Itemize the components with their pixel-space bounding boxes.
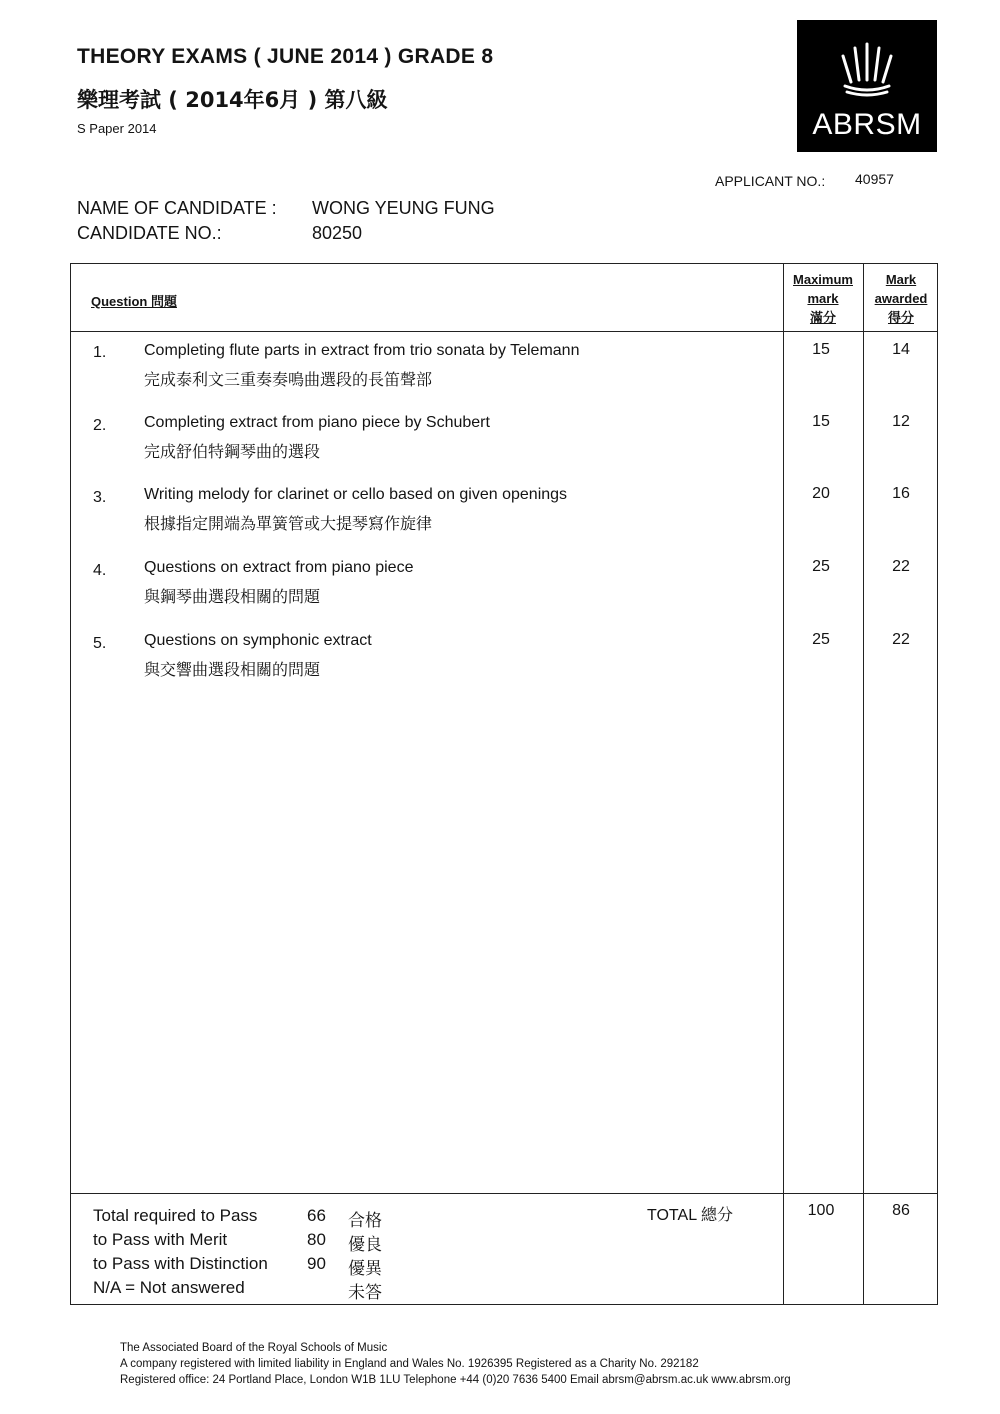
question-column-header: Question 問題	[91, 294, 177, 309]
not-answered-note: N/A = Not answered	[93, 1278, 245, 1297]
abrsm-logo	[797, 20, 937, 152]
applicant-no-label: APPLICANT NO.:	[715, 173, 826, 189]
candidate-number-label: CANDIDATE NO.:	[77, 223, 222, 243]
maximum-mark-header: Maximum mark 滿分	[793, 272, 853, 325]
maximum-mark: 15	[812, 413, 830, 430]
question-title: Questions on extract from piano piece	[144, 559, 414, 576]
question-title-chinese: 根據指定開端為單簧管或大提琴寫作旋律	[144, 514, 433, 533]
question-number: 5.	[93, 635, 107, 652]
question-title-chinese: 完成泰利文三重奏奏鳴曲選段的長笛聲部	[144, 370, 433, 389]
marks-table	[70, 263, 938, 1305]
exam-title-chinese: 樂理考試 ( 2014年6月 ) 第八級	[77, 88, 388, 112]
question-title-chinese: 完成舒伯特鋼琴曲的選段	[144, 442, 321, 461]
mark-awarded: 14	[892, 341, 910, 358]
totals-divider	[71, 1193, 937, 1194]
mark-awarded: 16	[892, 485, 910, 502]
total-label: TOTAL 總分	[647, 1207, 733, 1224]
question-title: Questions on symphonic extract	[144, 632, 372, 649]
paper-code: S Paper 2014	[77, 121, 157, 136]
pass-threshold-mark: 66	[307, 1206, 326, 1225]
distinction-threshold-chinese: 優異	[348, 1259, 382, 1279]
not-answered-chinese: 未答	[348, 1283, 382, 1303]
distinction-threshold-label: to Pass with Distinction	[93, 1254, 268, 1273]
merit-threshold-mark: 80	[307, 1230, 326, 1249]
question-number: 3.	[93, 489, 107, 506]
merit-threshold-chinese: 優良	[348, 1235, 382, 1255]
merit-threshold-label: to Pass with Merit	[93, 1230, 228, 1249]
header-divider	[71, 331, 937, 332]
footer-contact: Registered office: 24 Portland Place, London W1B 1LU Telephone +44 (0)20 7636 5400 Email abrsm@abrsm.ac.uk www.abrsm.org	[120, 1374, 791, 1386]
footer-organisation: The Associated Board of the Royal Schools of Music	[120, 1342, 388, 1354]
distinction-threshold-mark: 90	[307, 1254, 326, 1273]
total-mark-awarded: 86	[892, 1202, 910, 1219]
exam-title: THEORY EXAMS ( JUNE 2014 ) GRADE 8	[77, 45, 494, 68]
question-title: Completing flute parts in extract from trio sonata by Telemann	[144, 342, 580, 359]
crown-icon	[837, 42, 897, 98]
mark-awarded: 22	[892, 631, 910, 648]
question-title: Completing extract from piano piece by Schubert	[144, 414, 490, 431]
pass-threshold-chinese: 合格	[348, 1211, 382, 1231]
footer-registration: A company registered with limited liability in England and Wales No. 1926395 Registered as a Charity No. 292182	[120, 1358, 699, 1370]
question-number: 1.	[93, 344, 107, 361]
applicant-no-value: 40957	[855, 171, 894, 187]
logo-wordmark: ABRSM	[812, 108, 922, 141]
question-number: 4.	[93, 562, 107, 579]
mark-awarded: 12	[892, 413, 910, 430]
pass-threshold-label: Total required to Pass	[93, 1206, 258, 1225]
question-title-chinese: 與交響曲選段相關的問題	[144, 660, 321, 679]
question-title: Writing melody for clarinet or cello based on given openings	[144, 486, 568, 503]
candidate-number-value: 80250	[312, 223, 363, 243]
question-title-chinese: 與鋼琴曲選段相關的問題	[144, 587, 321, 606]
question-number: 2.	[93, 417, 107, 434]
maximum-mark: 20	[812, 485, 830, 502]
maximum-mark: 25	[812, 631, 830, 648]
total-maximum-mark: 100	[807, 1202, 835, 1219]
maximum-mark: 15	[812, 341, 830, 358]
candidate-name-label: NAME OF CANDIDATE :	[77, 198, 277, 218]
mark-awarded: 22	[892, 558, 910, 575]
maximum-mark: 25	[812, 558, 830, 575]
mark-awarded-header: Mark awarded 得分	[874, 272, 928, 325]
candidate-name-value: WONG YEUNG FUNG	[312, 198, 495, 218]
